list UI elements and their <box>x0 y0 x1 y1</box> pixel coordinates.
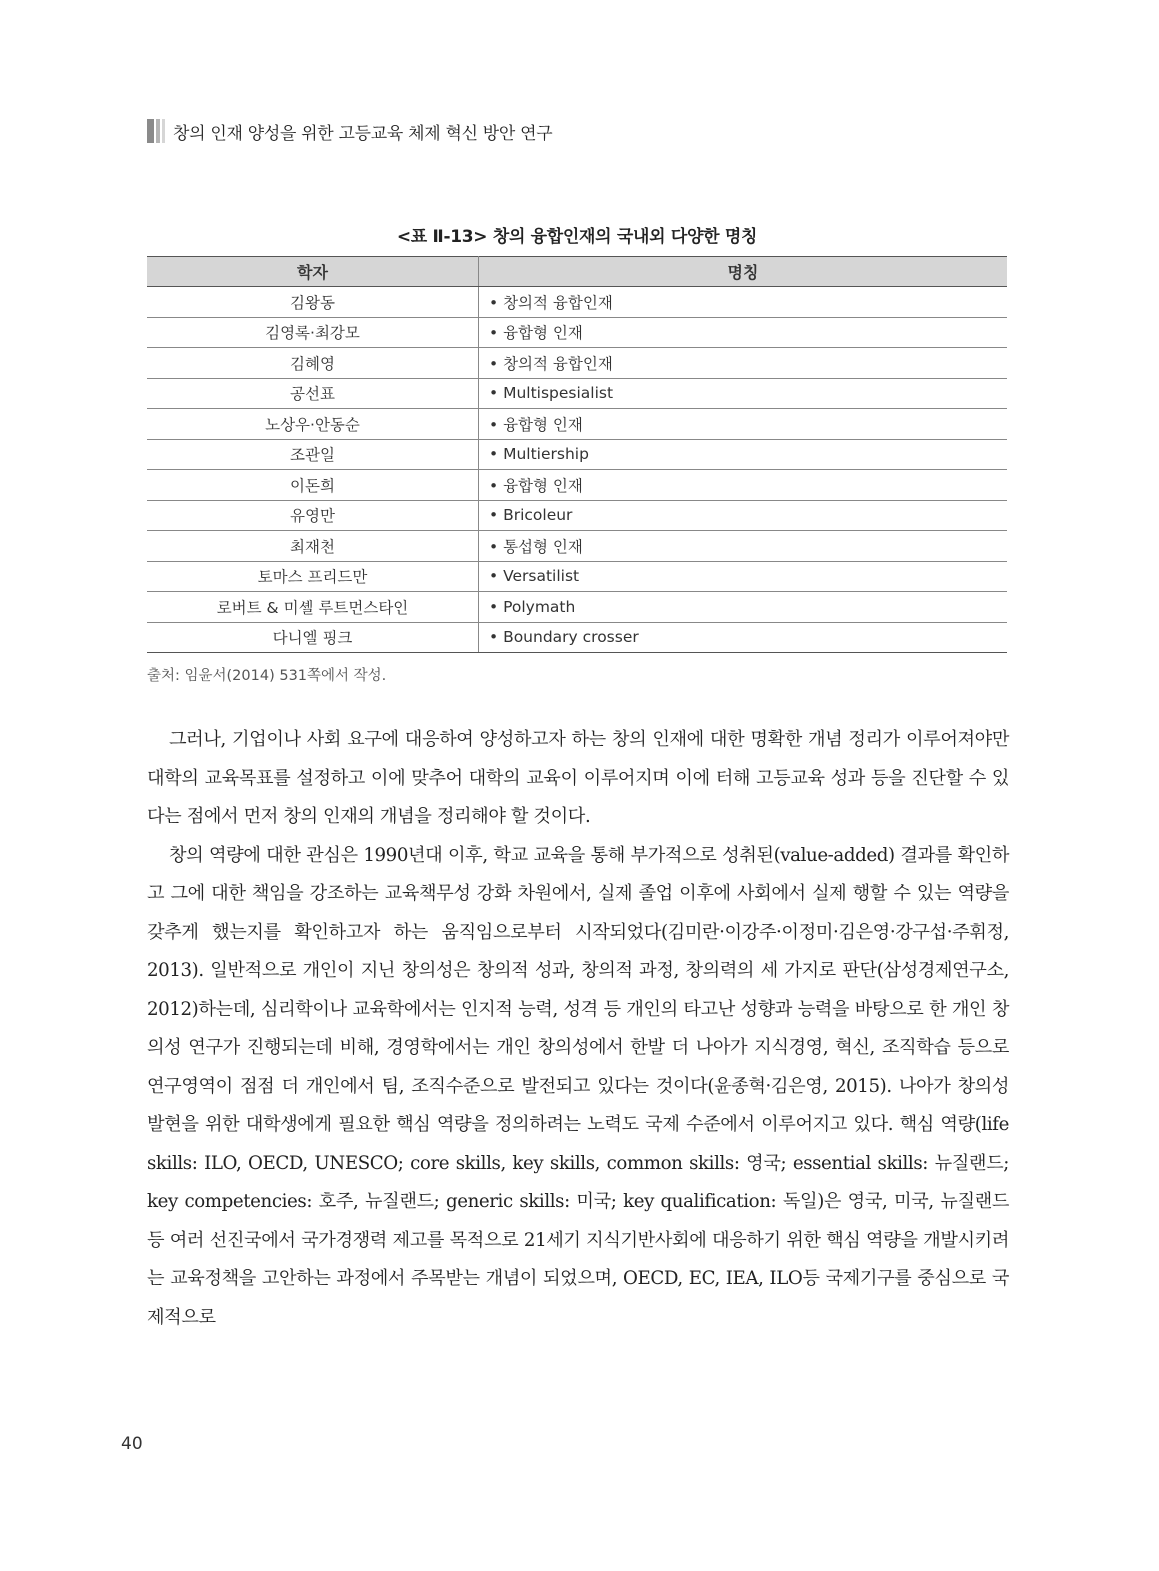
table-row <box>147 378 1007 409</box>
body-text <box>147 721 1009 1337</box>
scholar-cell: 김영록·최강모 <box>147 317 479 348</box>
table-row <box>147 287 1007 318</box>
header-title: 창의 인재 양성을 위한 고등교육 체제 혁신 방안 연구 <box>173 123 553 144</box>
paragraph: 창의 역량에 대한 관심은 1990년대 이후, 학교 교육을 통해 부가적으로 성취된(value-added) 결과를 확인하고 그에 대한 책임을 강조하는 교육책무성 강화 차원에서, 실제 졸업 이후에 사회에서 실제 행할 수 있는 역량을 갖추게 했는지를 확인하고자 하는 움직임으로부터 시작되었다(김미란·이강주·이정미·김은영·강구섭·주휘정, 2013). 일반적으로 개인이 지닌 창의성은 창의적 성과, 창의적 과정, 창의력의 세 가지로 판단(삼성경제연구소, 2012)하는데, 심리학이나 교육학에서는 인지적 능력, 성격 등 개인의 타고난 성향과 능력을 바탕으로 한 개인 창의성 연구가 진행되는데 비해, 경영학에서는 개인 창의성에서 한발 더 나아가 지식경영, 혁신, 조직학습 등으로 연구영역이 점점 더 개인에서 팀, 조직수준으로 발전되고 있다는 것이다(윤종혁·김은영, 2015). 나아가 창의성 발현을 위한 대학생에게 필요한 핵심 역량을 정의하려는 노력도 국제 수준에서 이루어지고 있다. 핵심 역량(life skills: ILO, OECD, UNESCO; core skills, key skills, common skills: 영국; essential skills: 뉴질랜드; key competencies: 호주, 뉴질랜드; generic skills: 미국; key qualification: 독일)은 영국, 미국, 뉴질랜드 등 여러 선진국에서 국가경쟁력 제고를 목적으로 21세기 지식기반사회에 대응하기 위한 핵심 역량을 개발시키려는 교육정책을 고안하는 과정에서 주목받는 개념이 되었으며, OECD, EC, IEA, ILO등 국제기구를 중심으로 국제적으로 <box>147 844 1009 1328</box>
table-row <box>147 500 1007 531</box>
scholar-cell: 로버트 & 미셸 루트먼스타인 <box>147 592 479 623</box>
designation-cell: • Multispesialist <box>479 378 1008 409</box>
scholar-cell: 토마스 프리드만 <box>147 561 479 592</box>
table-source-note: 출처: 임윤서(2014) 531쪽에서 작성. <box>147 668 387 684</box>
column-header-scholar: 학자 <box>147 257 479 287</box>
paragraph: 그러나, 기업이나 사회 요구에 대응하여 양성하고자 하는 창의 인재에 대한 명확한 개념 정리가 이루어져야만 대학의 교육목표를 설정하고 이에 맞추어 대학의 교육이 이루어지며 이에 터해 고등교육 성과 등을 진단할 수 있다는 점에서 먼저 창의 인재의 개념을 정리해야 할 것이다. <box>147 729 1009 827</box>
column-header-name: 명칭 <box>479 257 1008 287</box>
header-bar-icon <box>147 119 154 143</box>
designation-cell: • 창의적 융합인재 <box>479 348 1008 379</box>
table-row <box>147 348 1007 379</box>
table-row <box>147 531 1007 562</box>
scholar-cell: 최재천 <box>147 531 479 562</box>
designation-cell: • Bricoleur <box>479 500 1008 531</box>
running-header <box>147 118 552 144</box>
scholar-cell: 이돈희 <box>147 470 479 501</box>
designation-cell: • 융합형 인재 <box>479 317 1008 348</box>
designation-cell: • Polymath <box>479 592 1008 623</box>
designation-cell: • Boundary crosser <box>479 622 1008 653</box>
names-table <box>147 256 1007 653</box>
scholar-cell: 노상우·안동순 <box>147 409 479 440</box>
table-row <box>147 592 1007 623</box>
table-row <box>147 622 1007 653</box>
designation-cell: • 융합형 인재 <box>479 470 1008 501</box>
scholar-cell: 김혜영 <box>147 348 479 379</box>
designation-cell: • 융합형 인재 <box>479 409 1008 440</box>
designation-cell: • Versatilist <box>479 561 1008 592</box>
scholar-cell: 유영만 <box>147 500 479 531</box>
scholar-cell: 공선표 <box>147 378 479 409</box>
designation-cell: • Multiership <box>479 439 1008 470</box>
table-row <box>147 470 1007 501</box>
table-caption: <표 Ⅱ-13> 창의 융합인재의 국내외 다양한 명칭 <box>396 227 758 247</box>
table-row <box>147 561 1007 592</box>
header-bar-icon <box>162 119 165 143</box>
table-row <box>147 439 1007 470</box>
designation-cell: • 창의적 융합인재 <box>479 287 1008 318</box>
designation-cell: • 통섭형 인재 <box>479 531 1008 562</box>
table-body <box>147 287 1007 653</box>
table-header-row <box>147 257 1007 287</box>
scholar-cell: 김왕동 <box>147 287 479 318</box>
scholar-cell: 조관일 <box>147 439 479 470</box>
page-number: 40 <box>121 1434 143 1454</box>
scholar-cell: 다니엘 핑크 <box>147 622 479 653</box>
header-bar-icon <box>156 119 160 143</box>
table-row <box>147 409 1007 440</box>
table-row <box>147 317 1007 348</box>
